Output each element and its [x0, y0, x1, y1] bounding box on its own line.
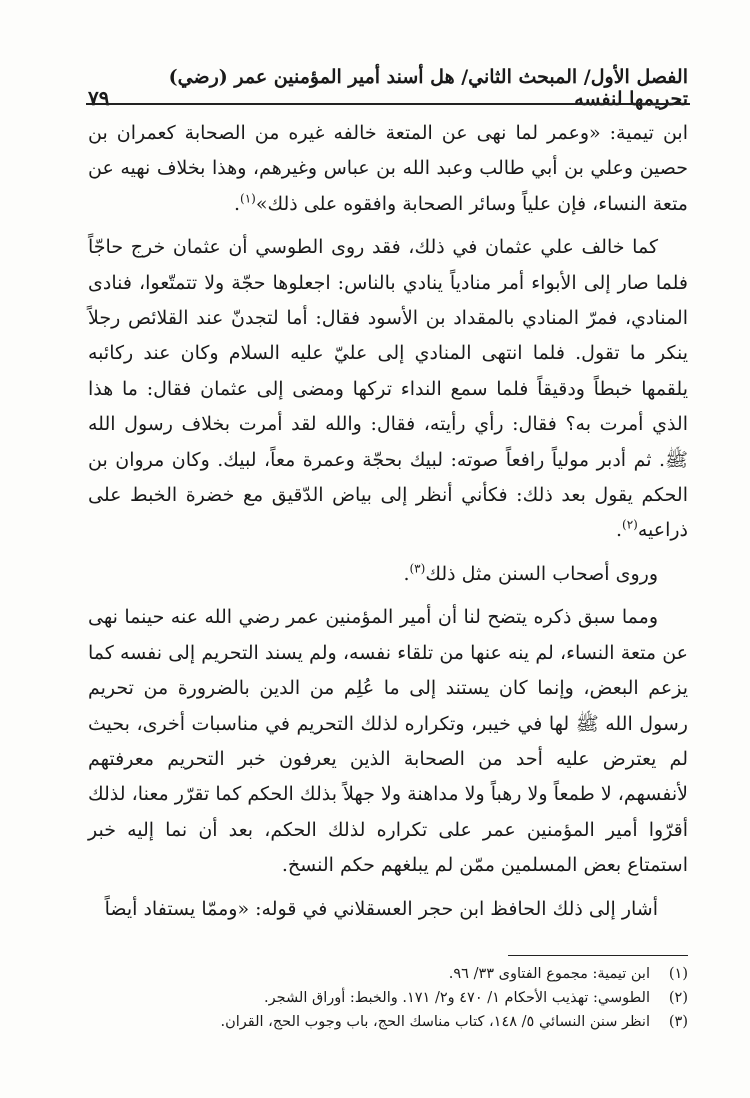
footnote — [88, 986, 688, 1010]
footnote-text: ابن تيمية: مجموع الفتاوى ٣٣/ ٩٦. — [448, 966, 650, 982]
footnote — [88, 1010, 688, 1034]
footnote-text: انظر سنن النسائي ٥/ ١٤٨، كتاب مناسك الحج، باب وجوب الحج، القران. — [220, 1014, 650, 1030]
paragraph: كما خالف علي عثمان في ذلك، فقد روى الطوسي أن عثمان خرج حاجّاً فلما صار إلى الأبواء أمر منادياً ينادي بالناس: اجعلوها حجّة ولا تتمتّعوا، فنادى المنادي، فمرّ المنادي بالمقداد بن الأسود فقال: أما لتجدنّ عند القلائص رجلاً ينكر ما تقول. فلما انتهى المنادي إلى عليّ عليه السلام وكان عند ركائبه يلقمها خبطاً ودقيقاً فلما سمع النداء تركها ومضى إلى عثمان فقال: ما هذا الذي أمرت به؟ فقال: رأي رأيته، فقال: والله لقد أمرت بخلاف رسول الله ﷺ. ثم أدبر مولياً رافعاً صوته: لبيك بحجّة وعمرة معاً، لبيك. وكان مروان بن الحكم يقول بعد ذلك: فكأني أنظر إلى بياض الدّقيق مع خضرة الخبط على ذراعيه$^{(٢)}$. — [88, 236, 688, 542]
footnote-rule — [508, 955, 688, 956]
footnote-ref: (٣) — [409, 561, 426, 576]
paragraph: ابن تيمية: «وعمر لما نهى عن المتعة خالفه غيره من الصحابة كعمران بن حصين وعلي بن أبي طالب وعبد الله بن عباس وغيرهم، وهذا بخلاف نهيه عن متعة النساء، فإن علياً وسائر الصحابة وافقوه على ذلك»$^{(١)}$. — [88, 122, 688, 215]
footnote-ref: (١) — [240, 191, 256, 206]
footnote-ref: (٢) — [622, 518, 638, 533]
footnote-number: (٢) — [668, 990, 688, 1006]
footnote-number: (١) — [668, 966, 688, 982]
footnote-text: الطوسي: تهذيب الأحكام ١/ ٤٧٠ و٢/ ١٧١. والخبط: أوراق الشجر. — [264, 990, 650, 1006]
header-title: الفصل الأول/ المبحث الثاني/ هل أسند أمير المؤمنين عمر (رضي) تحريمها لنفسه — [168, 66, 688, 110]
paragraph: وروى أصحاب السنن مثل ذلك$^{(٣)}$. — [403, 561, 658, 585]
body-text — [88, 116, 688, 927]
paragraph: ومما سبق ذكره يتضح لنا أن أمير المؤمنين عمر رضي الله عنه حينما نهى عن متعة النساء، لم ينه عنها من تلقاء نفسه، ولم يسند التحريم إلى نفسه كما يزعم البعض، وإنما كان يستند إلى ما عُلِم من الدين بالضرورة من تحريم رسول الله ﷺ لها في خيبر، وتكراره لذلك التحريم في مناسبات أخرى، بحيث لم يعترض عليه أحد من الصحابة الذين يعرفون خبر التحريم معرفتهم لأنفسهم، لا طمعاً ولا رهباً ولا مداهنة ولا جهلاً بذلك الحكم كما تقرّر معنا، لذلك أقرّوا أمير المؤمنين عمر على تكراره لذلك الحكم، بعد أن نما إليه خبر استمتاع بعض المسلمين ممّن لم يبلغهم حكم النسخ. — [88, 606, 688, 877]
page-number: ٧٩ — [88, 86, 110, 110]
footnote-number: (٣) — [668, 1014, 688, 1030]
footnote — [88, 962, 688, 986]
paragraph: أشار إلى ذلك الحافظ ابن حجر العسقلاني في قوله: «وممّا يستفاد أيضاً — [104, 897, 658, 920]
header-rule — [86, 103, 690, 105]
footnotes — [88, 962, 688, 1034]
